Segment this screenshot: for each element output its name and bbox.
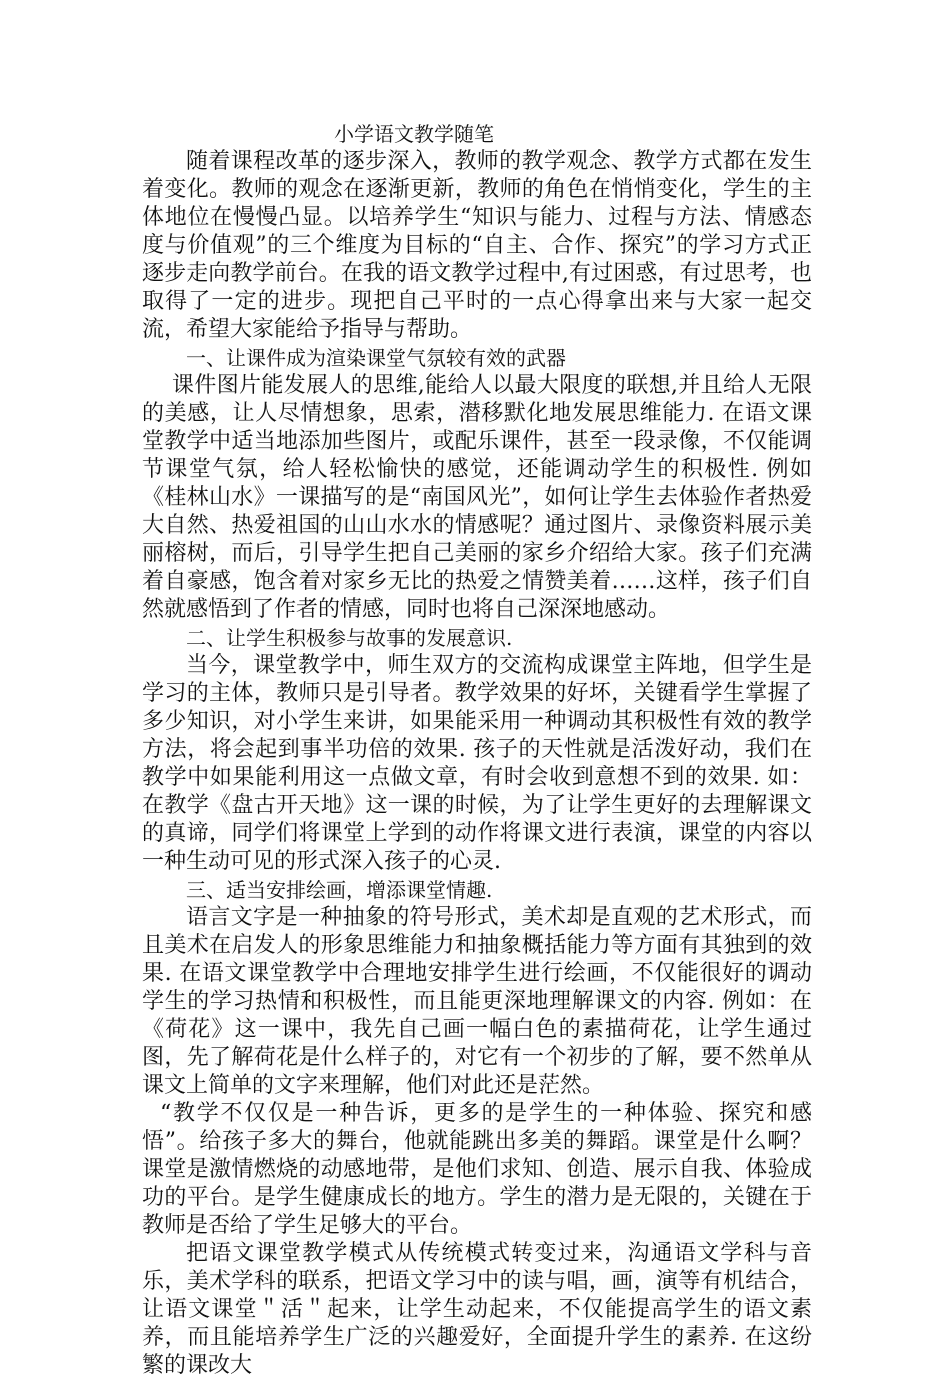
section-heading-2: 二、让学生积极参与故事的发展意识. bbox=[186, 626, 513, 650]
quote-paragraph: “教学不仅仅是一种告诉，更多的是学生的一种体验、探究和感悟”。给孩子多大的舞台，他就能跳出多美的舞蹈。课堂是什么啊？课堂是激情燃烧的动感地带，是他们求知、创造、展示自我、体验成功的平台。是学生健康成长的地方。学生的潜力是无限的，关键在于教师是否给了学生足够大的平台。 bbox=[142, 1101, 812, 1238]
section-heading-1: 一、让课件成为渲染课堂气氛较有效的武器 bbox=[186, 346, 566, 370]
document-page bbox=[142, 120, 812, 1380]
section-2-paragraph: 当今，课堂教学中，师生双方的交流构成课堂主阵地，但学生是学习的主体，教师只是引导者。教学效果的好坏，关键看学生掌握了多少知识，对小学生来讲，如果能采用一种调动其积极性有效的教学方法，将会起到事半功倍的效果. 孩子的天性就是活泼好动，我们在教学中如果能利用这一点做文章，有时会收到意想不到的效果. 如：在教学《盘古开天地》这一课的时候，为了让学生更好的去理解课文的真谛，同学们将课堂上学到的动作将课文进行表演，课堂的内容以一种生动可见的形式深入孩子的心灵. bbox=[142, 653, 812, 874]
intro-paragraph: 随着课程改革的逐步深入，教师的教学观念、教学方式都在发生着变化。教师的观念在逐渐更新，教师的角色在悄悄变化，学生的主体地位在慢慢凸显。以培养学生“知识与能力、过程与方法、情感态度与价值观”的三个维度为目标的“自主、合作、探究”的学习方式正逐步走向教学前台。在我的语文教学过程中,有过困惑，有过思考，也取得了一定的进步。现把自己平时的一点心得拿出来与大家一起交流，希望大家能给予指导与帮助。 bbox=[142, 149, 812, 342]
section-3-paragraph: 语言文字是一种抽象的符号形式，美术却是直观的艺术形式，而且美术在启发人的形象思维能力和抽象概括能力等方面有其独到的效果. 在语文课堂教学中合理地安排学生进行绘画，不仅能很好的调动学生的学习热情和积极性，而且能更深地理解课文的内容. 例如：在《荷花》这一课中，我先自己画一幅白色的素描荷花，让学生通过图，先了解荷花是什么样子的，对它有一个初步的了解，要不然单从课文上简单的文字来理解，他们对此还是茫然。 bbox=[142, 905, 812, 1098]
page-title: 小学语文教学随笔 bbox=[334, 122, 494, 146]
section-1-paragraph: 课件图片能发展人的思维,能给人以最大限度的联想,并且给人无限的美感，让人尽情想象，思索，潜移默化地发展思维能力. 在语文课堂教学中适当地添加些图片，或配乐课件，甚至一段录像，不仅能调节课堂气氛，给人轻松愉快的感觉，还能调动学生的积极性. 例如《桂林山水》一课描写的是“南国风光”，如何让学生去体验作者热爱大自然、热爱祖国的山山水水的情感呢？通过图片、录像资料展示美丽榕树，而后，引导学生把自己美丽的家乡介绍给大家。孩子们充满着自豪感，饱含着对家乡无比的热爱之情赞美着……这样，孩子们自然就感悟到了作者的情感，同时也将自己深深地感动。 bbox=[142, 373, 812, 622]
closing-paragraph: 把语文课堂教学模式从传统模式转变过来，沟通语文学科与音乐，美术学科的联系，把语文学习中的读与唱，画，演等有机结合，让语文课堂＂活＂起来，让学生动起来，不仅能提高学生的语文素养，而且能培养学生广泛的兴趣爱好，全面提升学生的素养. 在这纷繁的课改大 bbox=[142, 1241, 812, 1378]
section-heading-3: 三、适当安排绘画，增添课堂情趣. bbox=[186, 878, 493, 902]
